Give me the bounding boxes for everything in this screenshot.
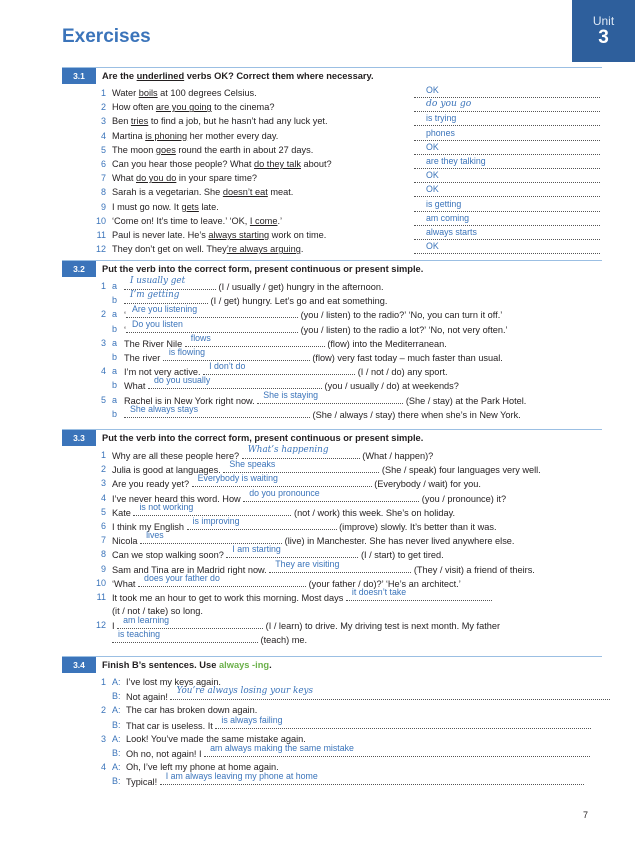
item-number: 1 — [100, 88, 106, 98]
item-letter: b — [112, 295, 118, 306]
answer-text: What’s happening — [247, 445, 329, 455]
item-sentence: What do you usually (you / usually / do) at weekends? — [124, 375, 459, 392]
item-sentence: Typical! I am always leaving my phone at home — [126, 774, 584, 789]
answer-blank[interactable] — [185, 332, 325, 347]
item-number: 9 — [100, 201, 106, 212]
item-number: 5 — [100, 144, 106, 155]
answer-blank[interactable] — [414, 212, 600, 226]
speaker-label: B: — [112, 747, 121, 758]
item-letter: a — [112, 366, 118, 377]
underlined-verb: tries — [130, 116, 149, 127]
item-sentence: What do you do in your spare time? — [112, 173, 258, 184]
answer-text: is flowing — [168, 346, 205, 357]
list-item — [62, 375, 602, 392]
item-number: 9 — [100, 563, 106, 574]
item-sentence: How often are you going to the cinema? — [112, 102, 275, 113]
item-number: 4 — [100, 492, 106, 503]
answer-blank[interactable] — [269, 558, 411, 573]
list-item — [62, 714, 602, 732]
underlined-verb: is phoning — [145, 130, 188, 141]
section-3-3 — [62, 429, 602, 647]
list-item — [62, 171, 602, 185]
item-sentence: The car has broken down again. — [126, 705, 258, 716]
list-item — [62, 629, 602, 646]
item-number: 2 — [100, 102, 106, 113]
list-item — [62, 686, 602, 703]
answer-text: lives — [146, 530, 164, 541]
list-item — [62, 459, 602, 476]
item-letter: b — [112, 408, 118, 419]
answer-text: flows — [190, 332, 211, 343]
answer-text: am learning — [123, 615, 170, 626]
item-number: 4 — [100, 762, 106, 773]
section-3-4 — [62, 656, 602, 789]
answer-text: do you usually — [154, 375, 211, 386]
item-number: 4 — [100, 130, 106, 141]
answer-text: She is staying — [263, 389, 319, 400]
item-number: 10 — [95, 215, 106, 226]
answer-text: phones — [426, 127, 455, 138]
list-item — [62, 501, 602, 519]
item-number: 7 — [100, 173, 106, 184]
answer-text: is always failing — [221, 714, 283, 725]
underlined-verb: I come — [249, 215, 278, 226]
item-letter: a — [112, 309, 118, 320]
answer-text: am coming — [426, 212, 470, 223]
answer-text: is not working — [139, 501, 194, 512]
answer-text: Are you listening — [132, 304, 198, 315]
item-sentence: Not again! You’re always losing your keys — [126, 689, 610, 704]
item-sentence: Paul is never late. He’s always starting work on time. — [112, 229, 327, 240]
list-item — [62, 214, 602, 228]
item-sentence: Sam and Tina are in Madrid right now. They are visiting (They / visit) a friend of theirs. — [112, 558, 535, 575]
answer-text: does your father do — [144, 572, 220, 583]
unit-label: Unit — [592, 14, 615, 28]
answer-blank[interactable] — [414, 115, 600, 126]
speaker-label: A: — [112, 677, 121, 687]
answer-blank[interactable] — [414, 127, 600, 141]
underlined-verb: ’re always arguing — [226, 244, 301, 255]
answer-blank[interactable] — [138, 572, 306, 587]
underlined-verb: boils — [138, 88, 158, 98]
item-sentence: The River Nile flows (flow) into the Mediterranean. — [124, 332, 447, 349]
speaker-label: A: — [112, 762, 121, 773]
answer-blank[interactable] — [414, 243, 600, 254]
item-sentence: Can you hear those people? What do they talk about? — [112, 158, 332, 169]
item-number: 5 — [100, 394, 106, 405]
item-sentence: She always stays (She / always / stay) there when she’s in New York. — [124, 407, 521, 422]
item-sentence: ‘What does your father do (your father / do)?’ ‘He’s an architect.’ — [112, 572, 461, 589]
item-sentence: I’m getting (I / get) hungry. Let’s go and eat something. — [124, 293, 387, 308]
item-sentence: Julia is good at languages. She speaks (She / speak) four languages very well. — [112, 459, 541, 476]
answer-text: am always making the same mistake — [210, 742, 354, 753]
underlined-verb: doesn’t eat — [222, 187, 268, 198]
answer-text: always starts — [426, 226, 477, 237]
item-sentence: Sarah is a vegetarian. She doesn’t eat meat. — [112, 187, 294, 198]
item-sentence: I usually get (I / usually / get) hungry in the afternoon. — [124, 279, 384, 294]
list-item — [62, 445, 602, 462]
item-sentence: I think my English is improving (improve) slowly. It’s better than it was. — [112, 515, 497, 532]
item-sentence: ‘ Do you listen (you / listen) to the radio a lot?’ ‘No, not very often.’ — [124, 318, 508, 335]
answer-blank[interactable] — [414, 87, 600, 98]
list-item — [62, 760, 602, 774]
item-number: 6 — [100, 158, 106, 169]
item-sentence: The river is flowing (flow) very fast today – much faster than usual. — [124, 346, 503, 363]
item-sentence: That car is useless. It is always failing — [126, 718, 591, 733]
list-item — [62, 403, 602, 421]
answer-text: is teaching — [118, 629, 161, 640]
speaker-label: A: — [112, 705, 121, 716]
section-badge: 3.1 — [62, 68, 96, 84]
item-number: 10 — [95, 577, 106, 588]
item-number: 3 — [100, 116, 106, 127]
item-number: 8 — [100, 187, 106, 198]
item-sentence: Oh no, not again! I am always making the same mistake — [126, 746, 590, 761]
item-number: 2 — [100, 705, 106, 716]
answer-text: OK — [426, 184, 439, 195]
item-number: 3 — [100, 478, 106, 489]
item-number: 1 — [100, 450, 106, 460]
page-number: 7 — [583, 810, 589, 820]
item-sentence: Look! You’ve made the same mistake again. — [126, 733, 306, 744]
item-letter: b — [112, 323, 118, 334]
section-3-1 — [62, 67, 602, 256]
answer-blank[interactable] — [414, 226, 600, 240]
answer-text: do you pronounce — [249, 487, 320, 498]
answer-blank[interactable] — [126, 318, 298, 333]
list-item — [62, 143, 602, 157]
underlined-verb: do you do — [136, 173, 177, 184]
answer-blank[interactable] — [124, 403, 310, 418]
answer-blank[interactable] — [243, 487, 419, 502]
answer-blank[interactable] — [414, 141, 600, 155]
item-number: 3 — [100, 337, 106, 348]
item-number: 2 — [100, 309, 106, 320]
answer-blank[interactable] — [215, 714, 591, 729]
speaker-label: B: — [112, 776, 121, 787]
answer-text: OK — [426, 170, 439, 181]
list-item — [62, 703, 602, 717]
answer-text: is getting — [426, 198, 462, 209]
answer-text: I don’t do — [209, 361, 246, 372]
answer-text: is trying — [426, 113, 457, 124]
list-item — [62, 332, 602, 350]
item-sentence: I’ve never heard this word. How do you pronounce (you / pronounce) it? — [112, 487, 507, 504]
list-item — [62, 572, 602, 590]
answer-blank[interactable] — [414, 186, 600, 197]
underlined-verb: gets — [181, 201, 199, 212]
item-letter: a — [112, 394, 118, 405]
section-header — [62, 656, 602, 672]
underlined-verb: always starting — [208, 229, 270, 240]
answer-text: I am starting — [232, 544, 281, 555]
page-title: Exercises — [62, 26, 151, 47]
item-sentence: Why are all these people here? What’s happening (What / happen)? — [112, 445, 434, 461]
item-sentence: Nicola lives (live) in Manchester. She has never lived anywhere else. — [112, 530, 515, 547]
answer-blank[interactable] — [414, 155, 600, 169]
answer-text: OK — [426, 85, 439, 95]
list-item — [62, 515, 602, 533]
underlined-verb: are you going — [155, 102, 212, 113]
section-badge: 3.2 — [62, 261, 96, 277]
list-item — [62, 346, 602, 364]
item-sentence: (it / not / take) so long. — [112, 606, 203, 617]
unit-tab — [572, 0, 635, 62]
item-sentence: Water boils at 100 degrees Celsius. — [112, 88, 257, 98]
item-sentence: Are you ready yet? Everybody is waiting (Everybody / wait) for you. — [112, 473, 481, 490]
answer-text: I am always leaving my phone at home — [165, 771, 318, 782]
item-sentence: I’m not very active. I don’t do (I / not / do) any sport. — [124, 361, 448, 378]
item-sentence: They don’t get on well. They’re always arguing. — [112, 244, 304, 255]
item-number: 2 — [100, 464, 106, 475]
list-item — [62, 530, 602, 547]
answer-text: They are visiting — [275, 558, 340, 569]
speaker-label: B: — [112, 719, 121, 730]
list-item — [62, 318, 602, 336]
answer-blank[interactable] — [187, 515, 337, 530]
item-number: 5 — [100, 506, 106, 517]
list-item — [62, 228, 602, 242]
item-number: 1 — [100, 281, 106, 291]
list-item — [62, 200, 602, 214]
item-sentence: ‘Come on! It’s time to leave.’ ‘OK, I come.’ — [112, 215, 283, 226]
list-item — [62, 242, 602, 256]
answer-text: it doesn’t take — [351, 586, 407, 597]
list-item — [62, 675, 602, 689]
list-item — [62, 586, 602, 604]
item-letter: b — [112, 351, 118, 362]
list-item — [62, 86, 602, 100]
item-sentence: ‘ Are you listening (you / listen) to the radio?’ ‘No, you can turn it off.’ — [124, 304, 503, 321]
underlined-verb: goes — [155, 144, 176, 155]
answer-text: is improving — [192, 515, 240, 526]
item-number: 12 — [95, 244, 106, 255]
unit-number: 3 — [598, 27, 609, 48]
answer-text: She always stays — [130, 403, 198, 414]
answer-blank[interactable] — [414, 172, 600, 183]
item-letter: a — [112, 281, 118, 291]
item-number: 11 — [96, 229, 106, 240]
item-number: 3 — [100, 733, 106, 744]
answer-blank[interactable] — [414, 198, 600, 212]
section-instruction: Put the verb into the correct form, present continuous or present simple. — [102, 263, 424, 274]
underlined-verb: do they talk — [254, 158, 301, 169]
item-sentence: Oh, I’ve left my phone at home again. — [126, 762, 279, 773]
section-badge: 3.3 — [62, 430, 96, 446]
answer-text: OK — [426, 141, 439, 152]
answer-blank[interactable] — [414, 98, 600, 112]
speaker-label: A: — [112, 733, 121, 744]
section-badge: 3.4 — [62, 657, 96, 673]
item-sentence: is teaching (teach) me. — [112, 632, 307, 647]
answer-text: OK — [426, 241, 439, 252]
item-letter: b — [112, 380, 118, 391]
item-number: 8 — [100, 549, 106, 560]
item-number: 11 — [96, 591, 106, 602]
section-3-2 — [62, 260, 602, 421]
answer-text: You’re always losing your keys — [176, 686, 314, 697]
list-item — [62, 771, 602, 788]
list-item — [62, 742, 602, 760]
item-number: 4 — [100, 366, 106, 377]
list-item — [62, 100, 602, 114]
item-number: 7 — [100, 535, 106, 546]
item-number: 12 — [95, 620, 106, 631]
answer-blank[interactable] — [257, 389, 403, 404]
item-sentence: I’ve lost my keys again. — [126, 677, 221, 687]
answer-text: do you go — [426, 98, 472, 110]
answer-text: She speaks — [229, 459, 276, 470]
answer-text: are they talking — [426, 155, 486, 166]
speaker-label: B: — [112, 691, 121, 702]
item-number: 6 — [100, 520, 106, 531]
answer-text: Everybody is waiting — [197, 473, 278, 484]
item-sentence: Can we stop walking soon? I am starting (I / start) to get tired. — [112, 544, 444, 561]
section-header — [62, 429, 602, 445]
item-letter: a — [112, 337, 118, 348]
answer-text: Do you listen — [132, 318, 183, 329]
section-instruction: Finish B’s sentences. Use always -ing. — [102, 659, 272, 670]
item-number: 1 — [100, 677, 106, 687]
section-instruction: Put the verb into the correct form, present continuous or present simple. — [102, 432, 424, 443]
item-sentence: Rachel is in New York right now. She is staying (She / stay) at the Park Hotel. — [124, 389, 527, 406]
list-item — [62, 157, 602, 171]
list-item — [62, 129, 602, 143]
list-item — [62, 114, 602, 128]
item-sentence: I am learning (I / learn) to drive. My driving test is next month. My father — [112, 615, 501, 632]
item-sentence: I must go now. It gets late. — [112, 201, 219, 212]
answer-text: I usually get — [130, 276, 186, 286]
item-sentence: It took me an hour to get to work this morning. Most days it doesn’t take — [112, 590, 492, 605]
item-sentence: Martina is phoning her mother every day. — [112, 130, 279, 141]
answer-text: I’m getting — [130, 290, 180, 301]
item-sentence: Kate is not working (not / work) this week. She’s on holiday. — [112, 501, 456, 518]
section-header — [62, 67, 602, 83]
list-item — [62, 558, 602, 576]
list-item — [62, 473, 602, 490]
answer-blank[interactable] — [203, 361, 355, 375]
answer-blank[interactable] — [346, 586, 492, 601]
item-sentence: The moon goes round the earth in about 27 days. — [112, 144, 314, 155]
section-instruction: Are the underlined verbs OK? Correct them where necessary. — [102, 70, 374, 81]
list-item — [62, 361, 602, 378]
answer-blank[interactable] — [160, 771, 584, 785]
list-item — [62, 185, 602, 199]
item-sentence: Ben tries to find a job, but he hasn’t had any luck yet. — [112, 116, 328, 127]
